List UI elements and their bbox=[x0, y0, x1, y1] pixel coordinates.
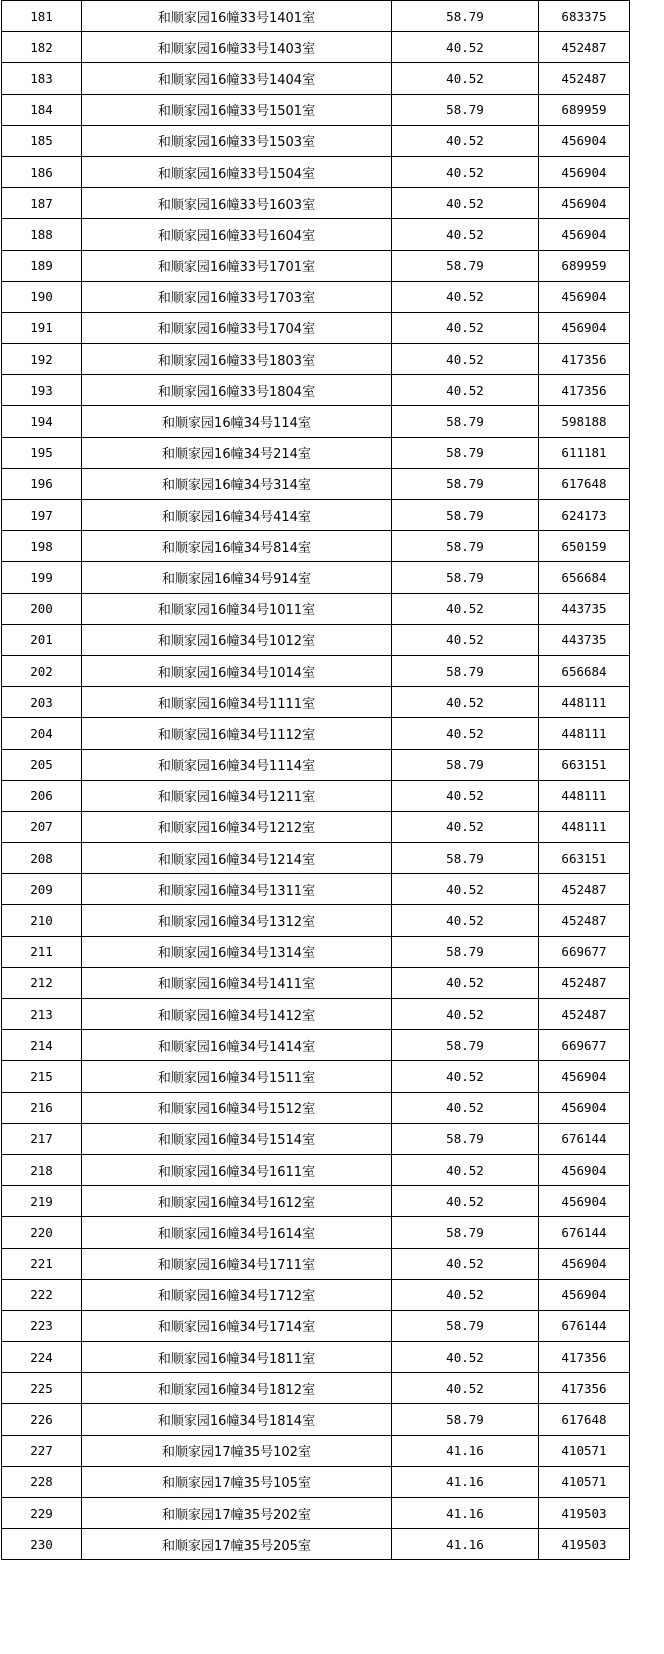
address-cell: 和顺家园16幢34号1514室 bbox=[82, 1123, 392, 1154]
table-row bbox=[2, 811, 630, 842]
row-index-cell: 212 bbox=[2, 967, 82, 998]
table-row bbox=[2, 1186, 630, 1217]
table-row bbox=[2, 1248, 630, 1279]
address-cell: 和顺家园16幢34号314室 bbox=[82, 468, 392, 499]
price-cell: 456904 bbox=[539, 1092, 630, 1123]
table-row bbox=[2, 437, 630, 468]
area-cell: 40.52 bbox=[392, 1186, 539, 1217]
area-cell: 40.52 bbox=[392, 281, 539, 312]
housing-list-table bbox=[1, 0, 630, 1560]
table-row bbox=[2, 1498, 630, 1529]
table-row bbox=[2, 1, 630, 32]
row-index-cell: 210 bbox=[2, 905, 82, 936]
area-cell: 41.16 bbox=[392, 1466, 539, 1497]
row-index-cell: 198 bbox=[2, 531, 82, 562]
table-row bbox=[2, 624, 630, 655]
table-row bbox=[2, 780, 630, 811]
table-row bbox=[2, 874, 630, 905]
table-row bbox=[2, 468, 630, 499]
table-row bbox=[2, 967, 630, 998]
row-index-cell: 197 bbox=[2, 500, 82, 531]
table-row bbox=[2, 94, 630, 125]
row-index-cell: 220 bbox=[2, 1217, 82, 1248]
price-cell: 452487 bbox=[539, 999, 630, 1030]
price-cell: 676144 bbox=[539, 1310, 630, 1341]
area-cell: 40.52 bbox=[392, 156, 539, 187]
price-cell: 669677 bbox=[539, 1030, 630, 1061]
row-index-cell: 217 bbox=[2, 1123, 82, 1154]
price-cell: 419503 bbox=[539, 1498, 630, 1529]
area-cell: 58.79 bbox=[392, 1, 539, 32]
area-cell: 40.52 bbox=[392, 718, 539, 749]
address-cell: 和顺家园16幢34号1611室 bbox=[82, 1154, 392, 1185]
row-index-cell: 207 bbox=[2, 811, 82, 842]
row-index-cell: 190 bbox=[2, 281, 82, 312]
price-cell: 417356 bbox=[539, 344, 630, 375]
price-cell: 456904 bbox=[539, 1279, 630, 1310]
price-cell: 624173 bbox=[539, 500, 630, 531]
table-row bbox=[2, 655, 630, 686]
area-cell: 58.79 bbox=[392, 1310, 539, 1341]
area-cell: 58.79 bbox=[392, 531, 539, 562]
row-index-cell: 204 bbox=[2, 718, 82, 749]
price-cell: 617648 bbox=[539, 468, 630, 499]
row-index-cell: 185 bbox=[2, 125, 82, 156]
area-cell: 40.52 bbox=[392, 32, 539, 63]
table-row bbox=[2, 375, 630, 406]
price-cell: 417356 bbox=[539, 1373, 630, 1404]
area-cell: 58.79 bbox=[392, 936, 539, 967]
address-cell: 和顺家园16幢34号1011室 bbox=[82, 593, 392, 624]
row-index-cell: 192 bbox=[2, 344, 82, 375]
table-row bbox=[2, 687, 630, 718]
table-row bbox=[2, 562, 630, 593]
table-row bbox=[2, 1310, 630, 1341]
row-index-cell: 219 bbox=[2, 1186, 82, 1217]
address-cell: 和顺家园16幢34号1812室 bbox=[82, 1373, 392, 1404]
area-cell: 58.79 bbox=[392, 468, 539, 499]
price-cell: 598188 bbox=[539, 406, 630, 437]
price-cell: 456904 bbox=[539, 125, 630, 156]
address-cell: 和顺家园16幢34号1511室 bbox=[82, 1061, 392, 1092]
price-cell: 656684 bbox=[539, 562, 630, 593]
table-row bbox=[2, 1092, 630, 1123]
price-cell: 452487 bbox=[539, 874, 630, 905]
price-cell: 663151 bbox=[539, 749, 630, 780]
row-index-cell: 202 bbox=[2, 655, 82, 686]
table-row bbox=[2, 1373, 630, 1404]
table-row bbox=[2, 749, 630, 780]
address-cell: 和顺家园16幢33号1803室 bbox=[82, 344, 392, 375]
row-index-cell: 216 bbox=[2, 1092, 82, 1123]
area-cell: 41.16 bbox=[392, 1498, 539, 1529]
table-row bbox=[2, 593, 630, 624]
table-row bbox=[2, 281, 630, 312]
row-index-cell: 209 bbox=[2, 874, 82, 905]
area-cell: 41.16 bbox=[392, 1529, 539, 1560]
table-row bbox=[2, 1435, 630, 1466]
price-cell: 452487 bbox=[539, 905, 630, 936]
table-row bbox=[2, 188, 630, 219]
address-cell: 和顺家园16幢34号1814室 bbox=[82, 1404, 392, 1435]
table-row bbox=[2, 312, 630, 343]
row-index-cell: 188 bbox=[2, 219, 82, 250]
row-index-cell: 189 bbox=[2, 250, 82, 281]
area-cell: 40.52 bbox=[392, 624, 539, 655]
area-cell: 40.52 bbox=[392, 1092, 539, 1123]
area-cell: 40.52 bbox=[392, 1248, 539, 1279]
address-cell: 和顺家园17幢35号205室 bbox=[82, 1529, 392, 1560]
price-cell: 669677 bbox=[539, 936, 630, 967]
address-cell: 和顺家园16幢34号1211室 bbox=[82, 780, 392, 811]
area-cell: 40.52 bbox=[392, 1373, 539, 1404]
row-index-cell: 225 bbox=[2, 1373, 82, 1404]
table-row bbox=[2, 125, 630, 156]
address-cell: 和顺家园17幢35号102室 bbox=[82, 1435, 392, 1466]
address-cell: 和顺家园16幢34号1014室 bbox=[82, 655, 392, 686]
area-cell: 58.79 bbox=[392, 437, 539, 468]
price-cell: 443735 bbox=[539, 593, 630, 624]
address-cell: 和顺家园16幢34号1312室 bbox=[82, 905, 392, 936]
area-cell: 58.79 bbox=[392, 1217, 539, 1248]
address-cell: 和顺家园16幢33号1603室 bbox=[82, 188, 392, 219]
address-cell: 和顺家园16幢34号114室 bbox=[82, 406, 392, 437]
table-row bbox=[2, 843, 630, 874]
table-row bbox=[2, 1279, 630, 1310]
table-row bbox=[2, 500, 630, 531]
row-index-cell: 201 bbox=[2, 624, 82, 655]
row-index-cell: 186 bbox=[2, 156, 82, 187]
table-row bbox=[2, 1342, 630, 1373]
table-row bbox=[2, 1217, 630, 1248]
area-cell: 58.79 bbox=[392, 1404, 539, 1435]
area-cell: 40.52 bbox=[392, 967, 539, 998]
row-index-cell: 206 bbox=[2, 780, 82, 811]
price-cell: 617648 bbox=[539, 1404, 630, 1435]
address-cell: 和顺家园16幢34号1412室 bbox=[82, 999, 392, 1030]
address-cell: 和顺家园16幢34号1411室 bbox=[82, 967, 392, 998]
table-row bbox=[2, 32, 630, 63]
table-row bbox=[2, 1123, 630, 1154]
row-index-cell: 221 bbox=[2, 1248, 82, 1279]
row-index-cell: 222 bbox=[2, 1279, 82, 1310]
address-cell: 和顺家园16幢34号1314室 bbox=[82, 936, 392, 967]
price-cell: 419503 bbox=[539, 1529, 630, 1560]
table-row bbox=[2, 219, 630, 250]
address-cell: 和顺家园16幢33号1404室 bbox=[82, 63, 392, 94]
address-cell: 和顺家园16幢33号1804室 bbox=[82, 375, 392, 406]
price-cell: 456904 bbox=[539, 1186, 630, 1217]
price-cell: 456904 bbox=[539, 188, 630, 219]
price-cell: 456904 bbox=[539, 156, 630, 187]
table-row bbox=[2, 999, 630, 1030]
row-index-cell: 191 bbox=[2, 312, 82, 343]
area-cell: 40.52 bbox=[392, 312, 539, 343]
price-cell: 448111 bbox=[539, 687, 630, 718]
row-index-cell: 229 bbox=[2, 1498, 82, 1529]
area-cell: 40.52 bbox=[392, 811, 539, 842]
area-cell: 40.52 bbox=[392, 1154, 539, 1185]
area-cell: 40.52 bbox=[392, 63, 539, 94]
price-cell: 676144 bbox=[539, 1217, 630, 1248]
row-index-cell: 195 bbox=[2, 437, 82, 468]
address-cell: 和顺家园16幢34号1414室 bbox=[82, 1030, 392, 1061]
address-cell: 和顺家园16幢34号814室 bbox=[82, 531, 392, 562]
price-cell: 689959 bbox=[539, 250, 630, 281]
address-cell: 和顺家园16幢33号1501室 bbox=[82, 94, 392, 125]
row-index-cell: 181 bbox=[2, 1, 82, 32]
row-index-cell: 203 bbox=[2, 687, 82, 718]
area-cell: 58.79 bbox=[392, 1030, 539, 1061]
price-cell: 456904 bbox=[539, 312, 630, 343]
row-index-cell: 196 bbox=[2, 468, 82, 499]
area-cell: 40.52 bbox=[392, 1279, 539, 1310]
area-cell: 40.52 bbox=[392, 1061, 539, 1092]
address-cell: 和顺家园17幢35号105室 bbox=[82, 1466, 392, 1497]
table-row bbox=[2, 531, 630, 562]
address-cell: 和顺家园16幢34号1614室 bbox=[82, 1217, 392, 1248]
row-index-cell: 205 bbox=[2, 749, 82, 780]
table-row bbox=[2, 718, 630, 749]
row-index-cell: 193 bbox=[2, 375, 82, 406]
row-index-cell: 208 bbox=[2, 843, 82, 874]
price-cell: 448111 bbox=[539, 811, 630, 842]
area-cell: 58.79 bbox=[392, 562, 539, 593]
row-index-cell: 218 bbox=[2, 1154, 82, 1185]
price-cell: 443735 bbox=[539, 624, 630, 655]
price-cell: 689959 bbox=[539, 94, 630, 125]
address-cell: 和顺家园16幢34号1311室 bbox=[82, 874, 392, 905]
table-row bbox=[2, 1030, 630, 1061]
price-cell: 611181 bbox=[539, 437, 630, 468]
address-cell: 和顺家园16幢34号914室 bbox=[82, 562, 392, 593]
price-cell: 452487 bbox=[539, 967, 630, 998]
area-cell: 58.79 bbox=[392, 406, 539, 437]
table-row bbox=[2, 936, 630, 967]
address-cell: 和顺家园16幢33号1401室 bbox=[82, 1, 392, 32]
address-cell: 和顺家园16幢33号1503室 bbox=[82, 125, 392, 156]
table-row bbox=[2, 1154, 630, 1185]
address-cell: 和顺家园16幢34号1714室 bbox=[82, 1310, 392, 1341]
row-index-cell: 223 bbox=[2, 1310, 82, 1341]
price-cell: 410571 bbox=[539, 1435, 630, 1466]
row-index-cell: 183 bbox=[2, 63, 82, 94]
price-cell: 456904 bbox=[539, 1154, 630, 1185]
address-cell: 和顺家园16幢34号1212室 bbox=[82, 811, 392, 842]
price-cell: 456904 bbox=[539, 219, 630, 250]
address-cell: 和顺家园16幢34号1214室 bbox=[82, 843, 392, 874]
row-index-cell: 194 bbox=[2, 406, 82, 437]
table-row bbox=[2, 250, 630, 281]
row-index-cell: 227 bbox=[2, 1435, 82, 1466]
table-row bbox=[2, 1404, 630, 1435]
address-cell: 和顺家园16幢34号1112室 bbox=[82, 718, 392, 749]
price-cell: 663151 bbox=[539, 843, 630, 874]
row-index-cell: 182 bbox=[2, 32, 82, 63]
area-cell: 40.52 bbox=[392, 905, 539, 936]
address-cell: 和顺家园16幢34号1711室 bbox=[82, 1248, 392, 1279]
table-row bbox=[2, 344, 630, 375]
row-index-cell: 224 bbox=[2, 1342, 82, 1373]
address-cell: 和顺家园16幢34号214室 bbox=[82, 437, 392, 468]
address-cell: 和顺家园16幢33号1701室 bbox=[82, 250, 392, 281]
address-cell: 和顺家园16幢34号414室 bbox=[82, 500, 392, 531]
area-cell: 40.52 bbox=[392, 188, 539, 219]
area-cell: 58.79 bbox=[392, 250, 539, 281]
address-cell: 和顺家园16幢34号1512室 bbox=[82, 1092, 392, 1123]
area-cell: 40.52 bbox=[392, 593, 539, 624]
area-cell: 58.79 bbox=[392, 749, 539, 780]
area-cell: 40.52 bbox=[392, 687, 539, 718]
area-cell: 58.79 bbox=[392, 1123, 539, 1154]
row-index-cell: 230 bbox=[2, 1529, 82, 1560]
row-index-cell: 199 bbox=[2, 562, 82, 593]
table-row bbox=[2, 905, 630, 936]
address-cell: 和顺家园16幢34号1111室 bbox=[82, 687, 392, 718]
table-row bbox=[2, 63, 630, 94]
table-body bbox=[2, 1, 630, 1560]
price-cell: 417356 bbox=[539, 375, 630, 406]
address-cell: 和顺家园16幢33号1704室 bbox=[82, 312, 392, 343]
address-cell: 和顺家园17幢35号202室 bbox=[82, 1498, 392, 1529]
row-index-cell: 211 bbox=[2, 936, 82, 967]
price-cell: 456904 bbox=[539, 1061, 630, 1092]
row-index-cell: 228 bbox=[2, 1466, 82, 1497]
address-cell: 和顺家园16幢34号1012室 bbox=[82, 624, 392, 655]
price-cell: 448111 bbox=[539, 718, 630, 749]
price-cell: 417356 bbox=[539, 1342, 630, 1373]
table-row bbox=[2, 156, 630, 187]
area-cell: 40.52 bbox=[392, 219, 539, 250]
area-cell: 40.52 bbox=[392, 999, 539, 1030]
row-index-cell: 184 bbox=[2, 94, 82, 125]
table-row bbox=[2, 1466, 630, 1497]
table-row bbox=[2, 1529, 630, 1560]
area-cell: 58.79 bbox=[392, 655, 539, 686]
price-cell: 656684 bbox=[539, 655, 630, 686]
address-cell: 和顺家园16幢33号1403室 bbox=[82, 32, 392, 63]
address-cell: 和顺家园16幢33号1604室 bbox=[82, 219, 392, 250]
area-cell: 40.52 bbox=[392, 874, 539, 905]
address-cell: 和顺家园16幢34号1612室 bbox=[82, 1186, 392, 1217]
area-cell: 58.79 bbox=[392, 843, 539, 874]
area-cell: 40.52 bbox=[392, 780, 539, 811]
row-index-cell: 215 bbox=[2, 1061, 82, 1092]
price-cell: 452487 bbox=[539, 63, 630, 94]
price-cell: 676144 bbox=[539, 1123, 630, 1154]
address-cell: 和顺家园16幢33号1504室 bbox=[82, 156, 392, 187]
address-cell: 和顺家园16幢34号1114室 bbox=[82, 749, 392, 780]
address-cell: 和顺家园16幢34号1811室 bbox=[82, 1342, 392, 1373]
row-index-cell: 214 bbox=[2, 1030, 82, 1061]
area-cell: 40.52 bbox=[392, 1342, 539, 1373]
price-cell: 456904 bbox=[539, 1248, 630, 1279]
row-index-cell: 213 bbox=[2, 999, 82, 1030]
price-cell: 448111 bbox=[539, 780, 630, 811]
area-cell: 58.79 bbox=[392, 94, 539, 125]
price-cell: 452487 bbox=[539, 32, 630, 63]
row-index-cell: 187 bbox=[2, 188, 82, 219]
table-row bbox=[2, 1061, 630, 1092]
price-cell: 683375 bbox=[539, 1, 630, 32]
area-cell: 40.52 bbox=[392, 344, 539, 375]
price-cell: 410571 bbox=[539, 1466, 630, 1497]
price-cell: 456904 bbox=[539, 281, 630, 312]
row-index-cell: 200 bbox=[2, 593, 82, 624]
area-cell: 40.52 bbox=[392, 375, 539, 406]
address-cell: 和顺家园16幢34号1712室 bbox=[82, 1279, 392, 1310]
price-cell: 650159 bbox=[539, 531, 630, 562]
table-row bbox=[2, 406, 630, 437]
area-cell: 41.16 bbox=[392, 1435, 539, 1466]
row-index-cell: 226 bbox=[2, 1404, 82, 1435]
area-cell: 40.52 bbox=[392, 125, 539, 156]
area-cell: 58.79 bbox=[392, 500, 539, 531]
address-cell: 和顺家园16幢33号1703室 bbox=[82, 281, 392, 312]
